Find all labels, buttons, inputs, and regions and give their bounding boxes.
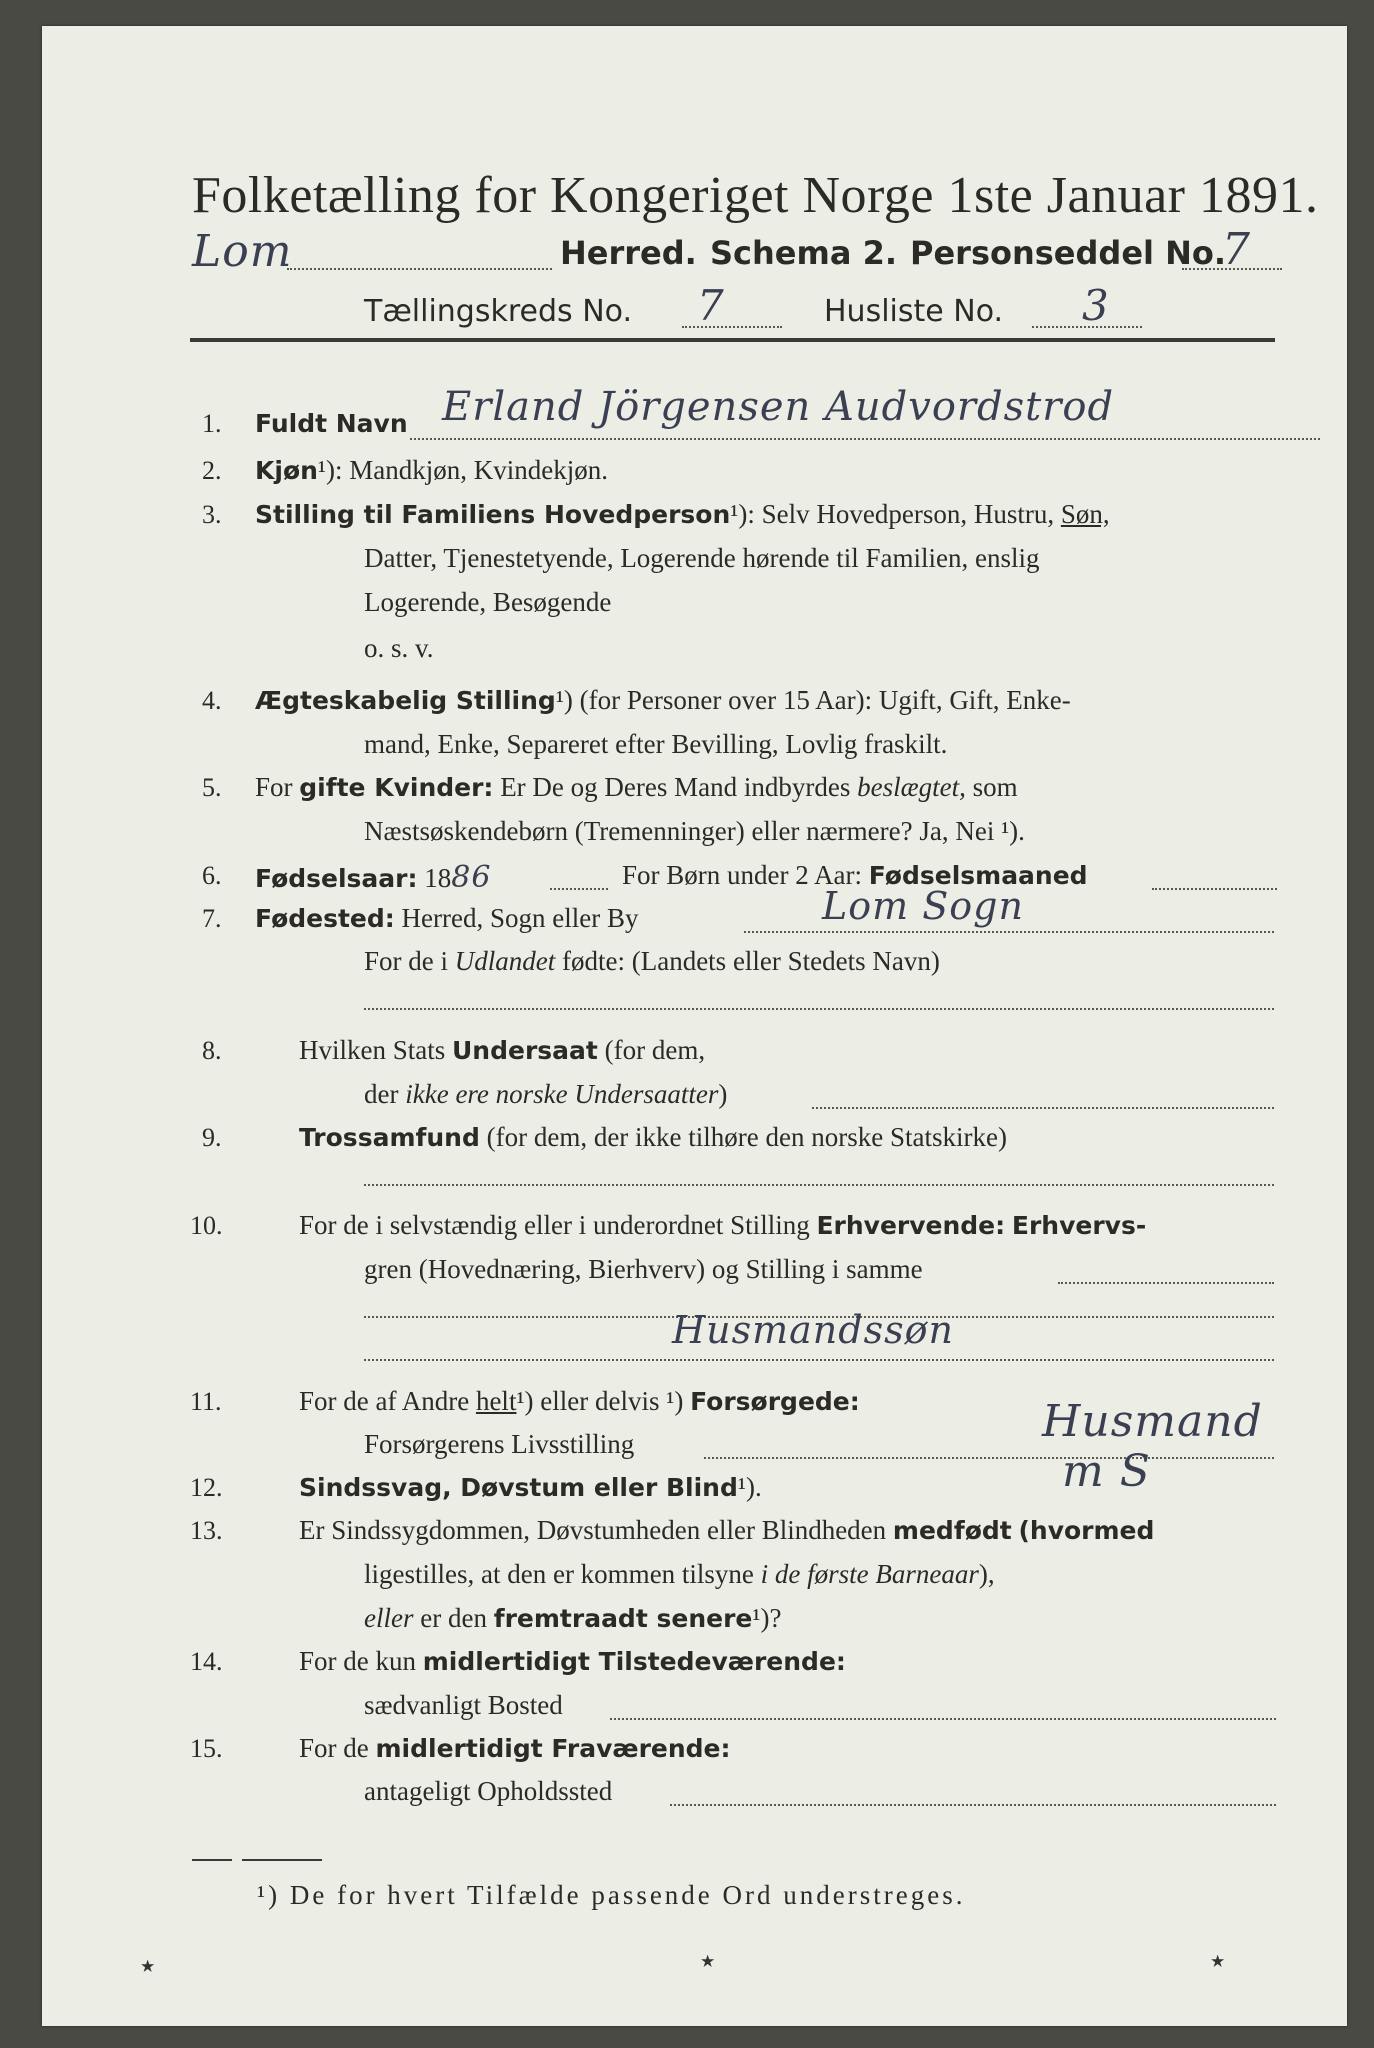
q3-number: 3. — [202, 500, 222, 529]
q8-line2-post: ) — [718, 1079, 728, 1109]
q8-number: 8. — [202, 1036, 222, 1065]
footnote-rule — [242, 1859, 322, 1861]
q2-label: Kjøn — [255, 456, 318, 485]
q11-line2: Forsørgerens Livsstilling — [364, 1429, 635, 1459]
q15-label: midlertidigt Fraværende: — [375, 1734, 731, 1763]
q5-number: 5. — [202, 773, 222, 802]
husliste-no: 3 — [1082, 281, 1110, 330]
q14-line2: sædvanligt Bosted — [364, 1690, 563, 1720]
q6-year-dotted-line — [550, 888, 608, 890]
kreds-no: 7 — [697, 281, 725, 330]
herred-answer: Lom — [192, 226, 293, 277]
q5-line1-end: som — [972, 772, 1018, 802]
q10-line1-end: Erhvervs- — [1011, 1211, 1147, 1240]
personseddel-no: 7 — [1222, 224, 1251, 275]
q15-dotted-line — [670, 1804, 1276, 1806]
q5-line1: Er De og Deres Mand indbyrdes — [500, 772, 851, 802]
q9-dotted-line — [364, 1184, 1274, 1186]
q14-dotted-line — [610, 1718, 1276, 1720]
q8-line2-pre: der — [364, 1079, 399, 1109]
q5-italic: beslægtet, — [857, 772, 966, 802]
q11-answer: Husmand — [1042, 1396, 1263, 1447]
kreds-label: Tællingskreds No. — [364, 294, 632, 329]
q5-line2: Næstsøskendebørn (Tremenninger) eller nærmere? Ja, Nei ¹). — [364, 816, 1025, 846]
footnote-text: De for hvert Tilfælde passende Ord understreges. — [289, 1880, 966, 1910]
q11-helt: helt — [475, 1386, 517, 1416]
q2-number: 2. — [202, 456, 222, 485]
q6-rest: For Børn under 2 Aar: — [622, 860, 862, 890]
q14-number: 14. — [190, 1647, 223, 1676]
q7-dotted-line — [744, 931, 1274, 933]
q8-line2-italic: ikke ere norske Undersaatter — [405, 1079, 719, 1109]
q13-label: medfødt — [892, 1516, 1012, 1545]
q13-line3-bold: fremtraadt senere — [493, 1604, 753, 1633]
herred-label: Herred. — [560, 234, 697, 272]
q8-rest: (for dem, — [604, 1035, 706, 1065]
q4-number: 4. — [202, 686, 222, 715]
q11-dotted-line — [704, 1457, 1274, 1459]
q1-answer: Erland Jörgensen Audvordstrod — [442, 384, 1115, 430]
q1-dotted-line — [410, 438, 1320, 440]
personseddel-label: Personseddel No. — [910, 234, 1227, 272]
q5-prefix: For — [255, 772, 293, 802]
q15-line2: antageligt Opholdssted — [364, 1776, 613, 1806]
q6-number: 6. — [202, 861, 222, 890]
q12-number: 12. — [190, 1473, 223, 1502]
q9-number: 9. — [202, 1123, 222, 1152]
q10-answer: Husmandssøn — [672, 1308, 954, 1352]
q13-line3-mid: er den — [420, 1603, 487, 1633]
q12-sup: ¹). — [737, 1472, 762, 1502]
pin-mark-right-icon: ⋆ — [1207, 1943, 1229, 1980]
q3-sup: ¹): — [730, 499, 755, 529]
pin-mark-left-icon: ⋆ — [137, 1948, 159, 1985]
q15-number: 15. — [190, 1734, 223, 1763]
footnote-marker: ¹) — [257, 1880, 281, 1910]
q13-line2: ligestilles, at den er kommen tilsyne — [364, 1559, 754, 1589]
q3-line4: o. s. v. — [364, 633, 434, 663]
q4-line2: mand, Enke, Separeret efter Bevilling, Lovlig fraskilt. — [364, 729, 948, 759]
q11-line1-mid: ¹) eller delvis ¹) — [516, 1386, 684, 1416]
q11-number: 11. — [190, 1387, 222, 1416]
q6-year-answer: 86 — [451, 860, 492, 895]
pin-mark-center-icon: ⋆ — [697, 1943, 719, 1980]
q13-line2-italic: i de første Barneaar — [760, 1559, 979, 1589]
q10-dotted-line-3 — [364, 1359, 1274, 1361]
q7-rest: Herred, Sogn eller By — [401, 903, 639, 933]
q13-line3-italic: eller — [364, 1603, 414, 1633]
q4-sup: ¹) — [555, 685, 573, 715]
q3-label: Stilling til Familiens Hovedperson — [255, 500, 731, 529]
q6-year-prefix: 18 — [424, 863, 452, 893]
q2-options: Mandkjøn, Kvindekjøn. — [349, 455, 608, 485]
q8-dotted-line — [812, 1107, 1274, 1109]
q1-label: Fuldt Navn — [255, 409, 408, 438]
q10-line2: gren (Hovednæring, Bierhverv) og Stilling i samme — [364, 1254, 923, 1284]
q15-pre: For de — [299, 1733, 369, 1763]
q4-line1: (for Personer over 15 Aar): Ugift, Gift, Enke- — [579, 685, 1071, 715]
q2-sup: ¹): — [317, 455, 343, 485]
census-form — [42, 26, 1347, 2026]
q12-label: Sindssvag, Døvstum eller Blind — [299, 1473, 738, 1502]
q7-number: 7. — [202, 904, 222, 933]
q13-number: 13. — [190, 1516, 223, 1545]
husliste-label: Husliste No. — [824, 294, 1004, 329]
q6-label: Fødselsaar: — [255, 864, 418, 893]
footnote-rule-short — [192, 1859, 232, 1861]
q7-line2-pre: For de i — [364, 946, 448, 976]
q13-line1: Er Sindssygdommen, Døvstumheden eller Blindheden — [299, 1515, 887, 1545]
q7-label: Fødested: — [255, 904, 395, 933]
q3-line2: Datter, Tjenestetyende, Logerende hørende til Familien, enslig — [364, 543, 1040, 573]
q9-rest: (for dem, der ikke tilhøre den norske Statskirke) — [486, 1122, 1007, 1152]
header-rule — [190, 338, 1275, 342]
q13-line3-end: ¹)? — [752, 1603, 782, 1633]
q10-label: Erhvervende: — [816, 1211, 1006, 1240]
q9-label: Trossamfund — [299, 1123, 480, 1152]
q3-line3: Logerende, Besøgende — [364, 587, 612, 617]
q5-label: gifte Kvinder: — [299, 773, 494, 802]
q13-line1-end: (hvormed — [1018, 1516, 1155, 1545]
herred-dotted-line — [287, 268, 552, 270]
q13-line2-end: ), — [978, 1559, 995, 1589]
q14-pre: For de kun — [299, 1646, 416, 1676]
q12-answer: m S — [1062, 1446, 1151, 1497]
q7-line2-italic: Udlandet — [454, 946, 556, 976]
q7-line2-post: fødte: (Landets eller Stedets Navn) — [562, 946, 940, 976]
schema-label: Schema 2. — [710, 234, 897, 272]
q4-label: Ægteskabelig Stilling — [255, 686, 556, 715]
q7-foreign-dotted-line — [364, 1008, 1274, 1010]
q11-label: Forsørgede: — [690, 1387, 860, 1416]
q3-selected-option: Søn, — [1060, 499, 1110, 529]
q6-month-dotted-line — [1152, 888, 1277, 890]
q10-dotted-line-1 — [1058, 1282, 1274, 1284]
q3-options: Selv Hovedperson, Hustru, — [761, 499, 1055, 529]
q10-line1: For de i selvstændig eller i underordnet Stilling — [299, 1210, 810, 1240]
q10-number: 10. — [190, 1211, 223, 1240]
q6-label2: Fødselsmaaned — [868, 861, 1088, 890]
q11-line1-pre: For de af Andre — [299, 1386, 470, 1416]
q14-label: midlertidigt Tilstedeværende: — [422, 1647, 846, 1676]
q7-answer: Lom Sogn — [822, 884, 1024, 928]
form-title: Folketælling for Kongeriget Norge 1ste Januar 1891. — [192, 167, 1319, 224]
q1-number: 1. — [202, 409, 222, 438]
q8-label: Undersaat — [452, 1036, 598, 1065]
q8-pre: Hvilken Stats — [299, 1035, 446, 1065]
